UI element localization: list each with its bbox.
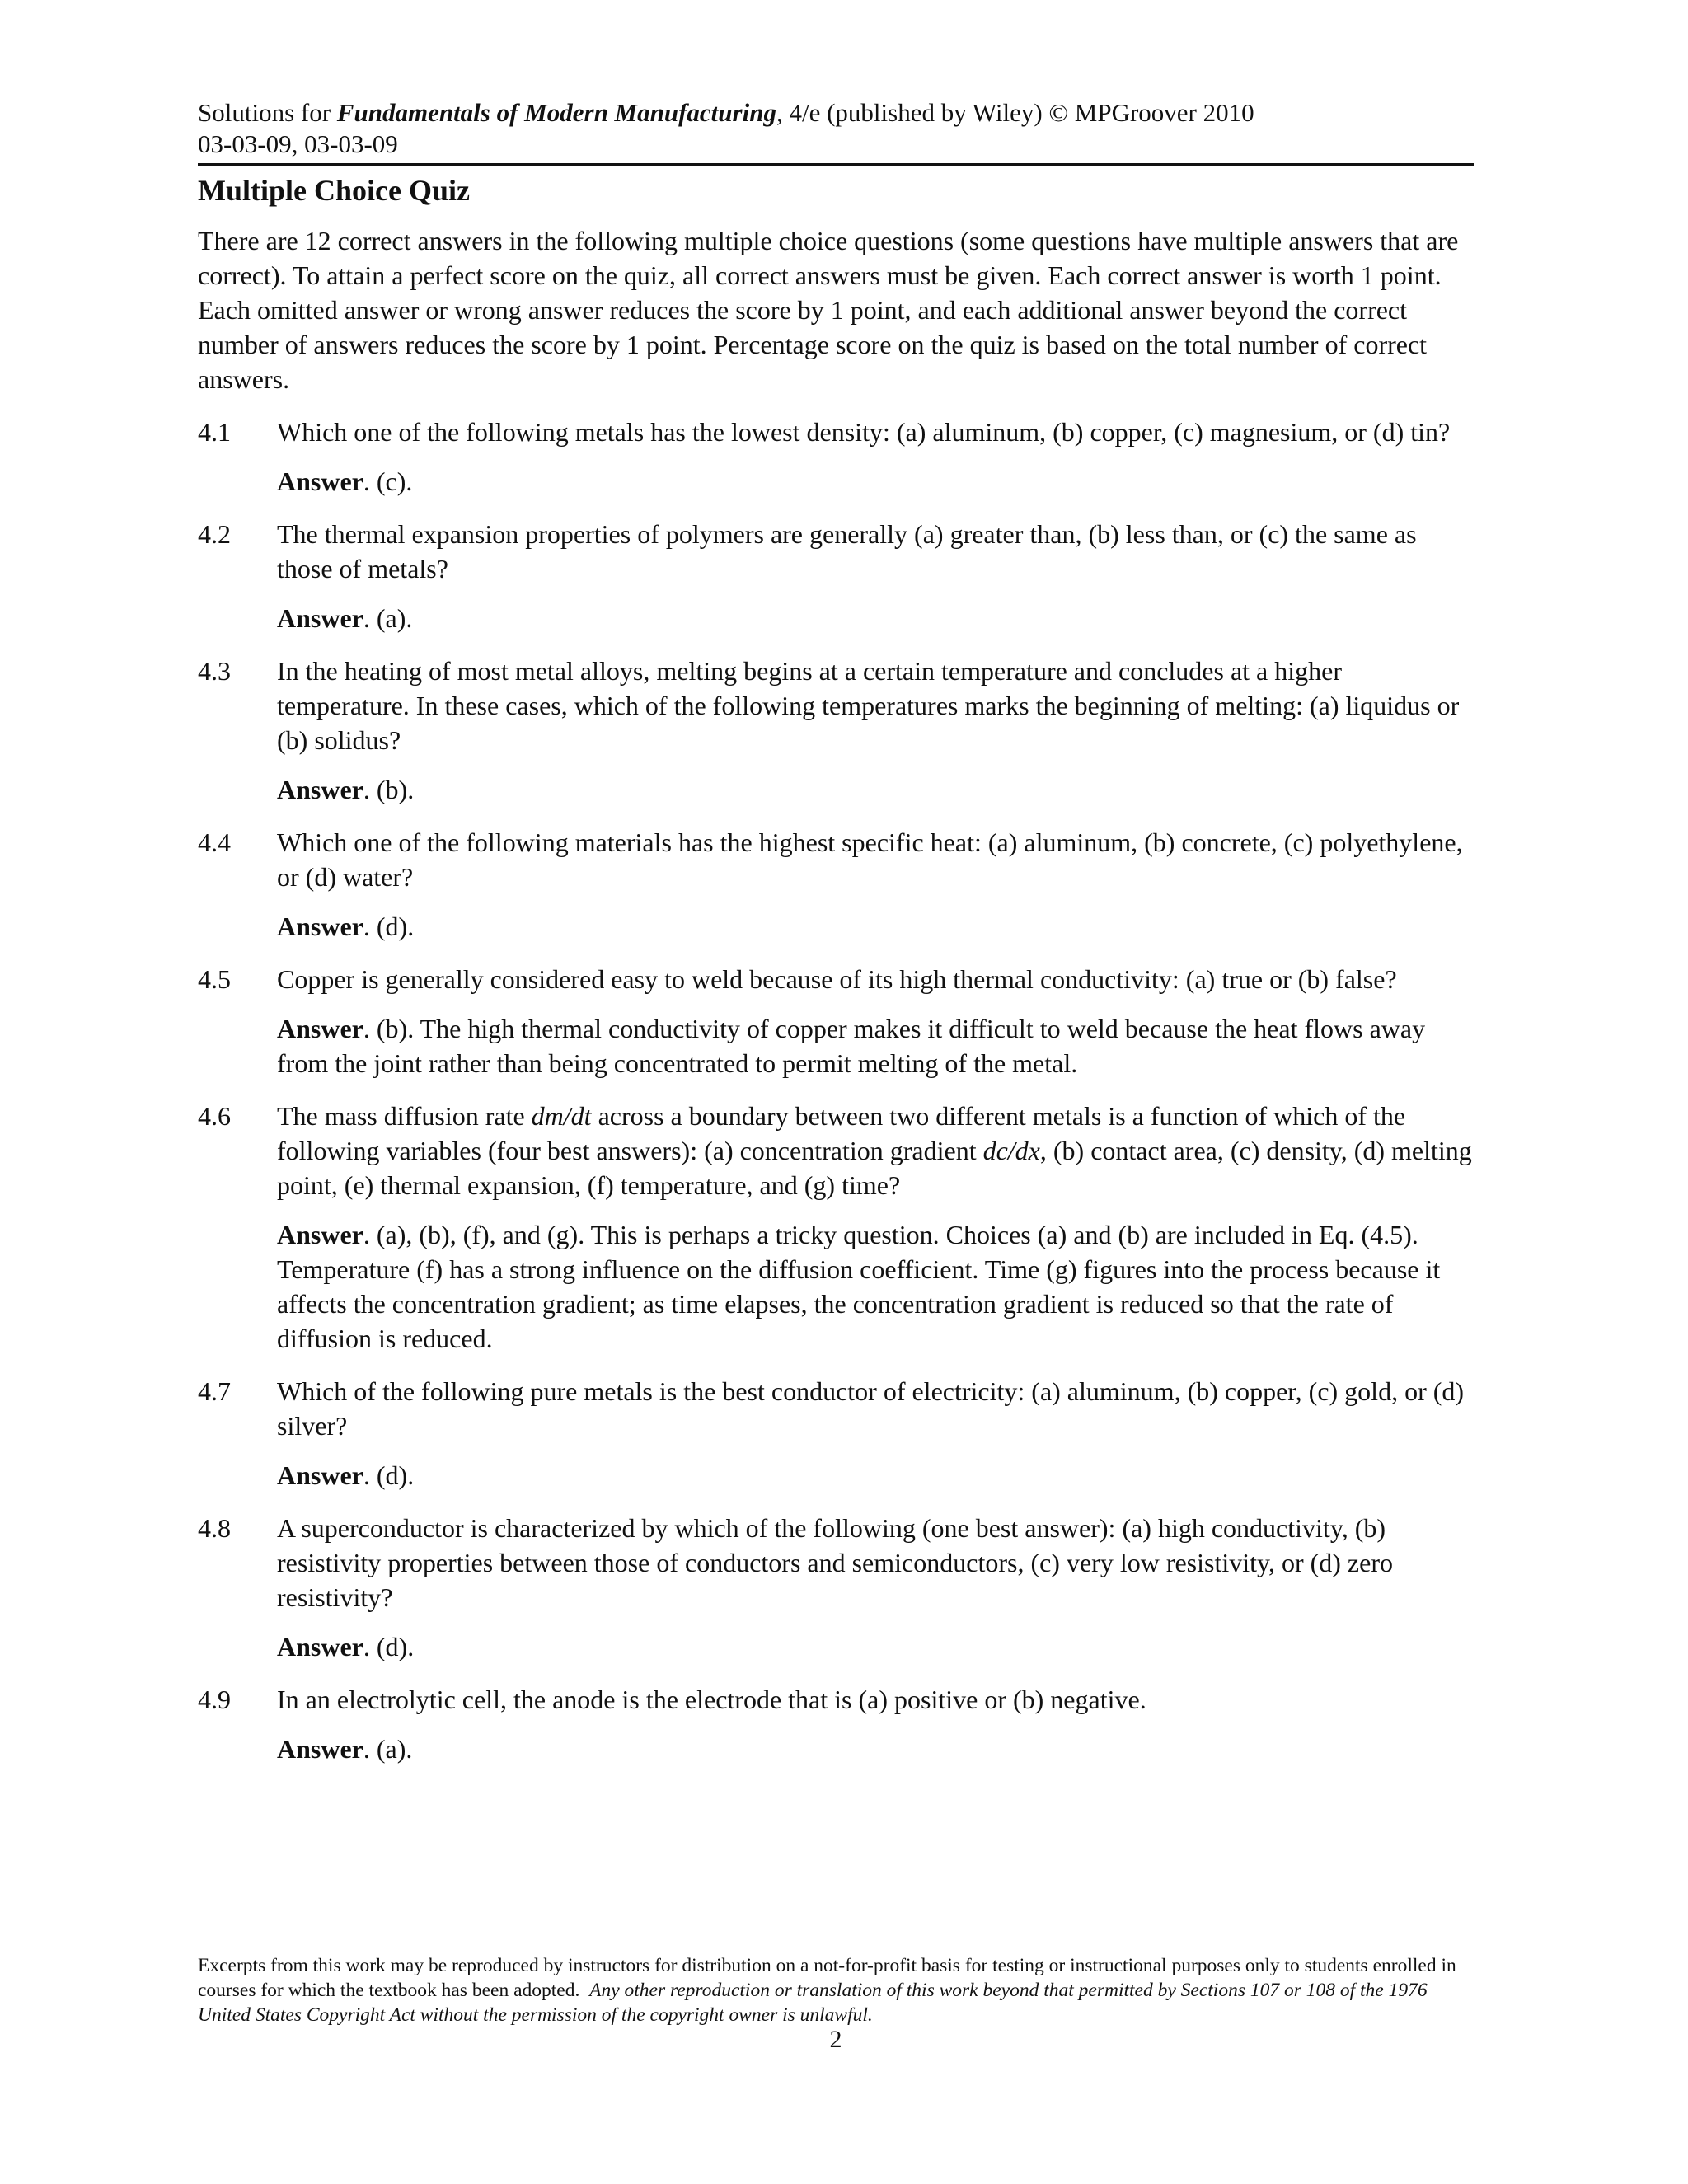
intro-paragraph: There are 12 correct answers in the following multiple choice questions (some questions have multiple answers that are correct). To attain a perfect score on the quiz, all correct answers must be given. Each correct answer is worth 1 point. Each omitted answer or wrong answer reduces the score by 1 point, and each additional answer beyond the correct number of answers reduces the score by 1 point. Percentage score on the quiz is based on the total number of correct answers. xyxy=(198,226,1459,394)
answer-line xyxy=(277,1629,1474,1664)
answer-line xyxy=(277,601,1474,635)
question-number: 4.9 xyxy=(198,1685,231,1714)
question-number: 4.5 xyxy=(198,964,231,994)
answer-line xyxy=(277,464,1474,499)
question-body xyxy=(277,1511,1474,1664)
question-text: In an electrolytic cell, the anode is the electrode that is (a) positive or (b) negative. xyxy=(277,1685,1146,1714)
answer-label: Answer xyxy=(277,466,363,496)
question-item xyxy=(198,517,1475,635)
answer-line xyxy=(277,909,1474,944)
answer-label: Answer xyxy=(277,775,363,804)
answer-label: Answer xyxy=(277,912,363,941)
question-item xyxy=(198,654,1475,807)
question-body xyxy=(277,962,1474,1080)
header-book-title: Fundamentals of Modern Manufacturing xyxy=(336,98,776,127)
question-text-part: , (b) contact area, (c) density, (d) melting point, (e) thermal expansion, (f) temperature, and (g) time? xyxy=(277,1136,1472,1200)
question-item xyxy=(198,1374,1475,1493)
question-number: 4.7 xyxy=(198,1376,231,1406)
question-item xyxy=(198,1099,1475,1356)
question-text-part: The mass diffusion rate xyxy=(277,1101,532,1131)
question-number: 4.1 xyxy=(198,417,231,447)
question-text: The thermal expansion properties of polymers are generally (a) greater than, (b) less than, or (c) the same as those of metals? xyxy=(277,519,1417,583)
question-text: In the heating of most metal alloys, melting begins at a certain temperature and concludes at a higher temperature. In these cases, which of the following temperatures marks the beginning of melting: (a) liquidus or (b) solidus? xyxy=(277,656,1460,755)
copyright-footer xyxy=(198,1953,1474,2027)
question-body xyxy=(277,1682,1474,1766)
question-text: Which of the following pure metals is the best conductor of electricity: (a) aluminum, (b) copper, (c) gold, or (d) silver? xyxy=(277,1376,1465,1441)
header-source-line xyxy=(198,97,1475,129)
answer-text: . (a), (b), (f), and (g). This is perhaps a tricky question. Choices (a) and (b) are included in Eq. (4.5). Temperature (f) has a strong influence on the diffusion coefficient. Time (g) figures into the process because it affects the concentration gradient; as time elapses, the concentration gradient is reduced so that the rate of diffusion is reduced. xyxy=(277,1220,1441,1353)
header-dates: 03-03-09, 03-03-09 xyxy=(198,129,398,158)
question-text: Copper is generally considered easy to weld because of its high thermal conductivity: (a) true or (b) false? xyxy=(277,964,1397,994)
question-body xyxy=(277,1099,1474,1356)
answer-label: Answer xyxy=(277,1014,363,1043)
question-body xyxy=(277,825,1474,944)
question-number: 4.3 xyxy=(198,656,231,686)
question-body xyxy=(277,517,1474,635)
answer-line xyxy=(277,772,1474,807)
question-item xyxy=(198,962,1475,1080)
question-text: Which one of the following metals has the lowest density: (a) aluminum, (b) copper, (c) magnesium, or (d) tin? xyxy=(277,417,1451,447)
page-number: 2 xyxy=(829,2026,842,2053)
header-suffix: , 4/e (published by Wiley) © MPGroover 2010 xyxy=(776,98,1254,127)
answer-line xyxy=(277,1732,1474,1766)
answer-label: Answer xyxy=(277,1734,363,1764)
question-text xyxy=(277,1099,1474,1202)
question-body xyxy=(277,415,1474,499)
document-page xyxy=(198,97,1475,2141)
answer-line xyxy=(277,1011,1474,1080)
header-prefix: Solutions for xyxy=(198,98,337,127)
question-body xyxy=(277,654,1474,807)
question-item xyxy=(198,1682,1475,1766)
answer-label: Answer xyxy=(277,1220,363,1249)
answer-text: . (d). xyxy=(363,1460,415,1490)
answer-text: . (d). xyxy=(363,1632,415,1661)
header-divider xyxy=(198,163,1474,166)
answer-line xyxy=(277,1217,1474,1356)
question-text: A superconductor is characterized by which of the following (one best answer): (a) high conductivity, (b) resistivity properties between those of conductors and semiconductors, (c) very low resistivity, or (d) zero resistivity? xyxy=(277,1513,1393,1612)
page-title: Multiple Choice Quiz xyxy=(198,174,470,207)
answer-text: . (c). xyxy=(363,466,413,496)
question-text-part: across a boundary between two different metals is a function of which of the following variables (four best answers): (a) concentration gradient xyxy=(277,1101,1406,1165)
question-text-italic: dm/dt xyxy=(531,1101,592,1131)
answer-line xyxy=(277,1458,1474,1493)
question-text-italic: dc/dx xyxy=(982,1136,1040,1165)
question-number: 4.4 xyxy=(198,827,231,857)
question-number: 4.8 xyxy=(198,1513,231,1543)
question-item xyxy=(198,1511,1475,1664)
footer-plain-text: Excerpts from this work may be reproduced by instructors for distribution on a not-for-profit basis for testing or instructional purposes only to students enrolled in courses for which the textbook has been adopted. xyxy=(198,1955,1456,2001)
question-body xyxy=(277,1374,1474,1493)
answer-text: . (a). xyxy=(363,603,413,633)
answer-text: . (d). xyxy=(363,912,415,941)
question-number: 4.2 xyxy=(198,519,231,549)
answer-text: . (b). xyxy=(363,775,415,804)
footer-italic-text: Any other reproduction or translation of this work beyond that permitted by Sections 107 or 108 of the 1976 United States Copyright Act without the permission of the copyright owner is unlawful. xyxy=(198,1980,1428,2026)
answer-text: . (a). xyxy=(363,1734,413,1764)
question-item xyxy=(198,825,1475,944)
question-item xyxy=(198,415,1475,499)
answer-label: Answer xyxy=(277,603,363,633)
question-text: Which one of the following materials has the highest specific heat: (a) aluminum, (b) concrete, (c) polyethylene, or (d) water? xyxy=(277,827,1463,892)
answer-text: . (b). The high thermal conductivity of copper makes it difficult to weld because the heat flows away from the joint rather than being concentrated to permit melting of the metal. xyxy=(277,1014,1426,1078)
question-number: 4.6 xyxy=(198,1101,231,1131)
answer-label: Answer xyxy=(277,1460,363,1490)
answer-label: Answer xyxy=(277,1632,363,1661)
